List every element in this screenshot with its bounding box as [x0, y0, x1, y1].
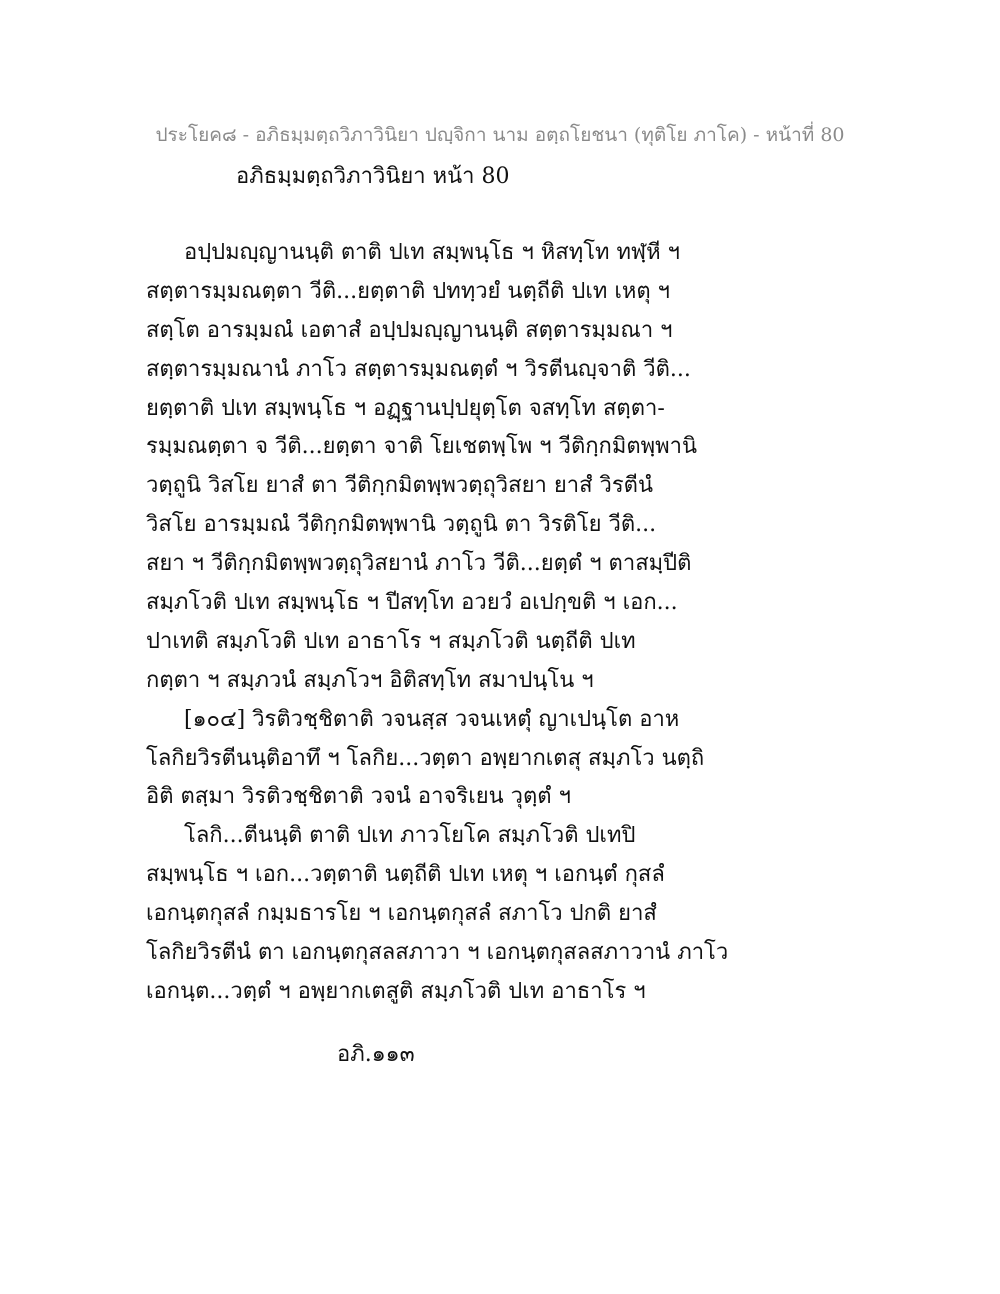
text-line: โลกิ...ตีนนฺติ ตาติ ปเท ภาวโยโค สมฺภโวติ ปเทปิ [184, 823, 636, 849]
text-line: อปฺปมญฺญานนฺติ ตาติ ปเท สมฺพนฺโธ ฯ หิสทฺโท ทฬฺหี ฯ [184, 240, 680, 265]
text-line: ยตฺตาติ ปเท สมฺพนฺโธ ฯ อฏฺฐานปฺปยุตฺโต จสทฺโท สตฺตา- [146, 395, 665, 421]
text-line: ปาเทติ สมฺภโวติ ปเท อาธาโร ฯ สมฺภโวติ นตฺถีติ ปเท [146, 628, 636, 654]
text-line: [๑๐๔] วิรติวชฺชิตาติ วจนสฺส วจนเหตุํ ญาเปนฺโต อาห [184, 706, 680, 732]
text-line: สมฺภโวติ ปเท สมฺพนฺโธ ฯ ปีสทฺโท อวยวํ อเปกฺขติ ฯ เอก... [146, 590, 678, 616]
text-line: รมฺมณตฺตา จ วีติ...ยตฺตา จาติ โยเชตพฺโพ ฯ วีติกฺกมิตพฺพานิ [146, 434, 698, 460]
page-code: อภิ.๑๑๓ [337, 1042, 415, 1067]
text-line: สตฺโต อารมฺมณํ เอตาสํ อปฺปมญฺญานนฺติ สตฺตารมฺมณา ฯ [146, 317, 673, 343]
body-text [146, 234, 866, 1012]
text-line: สตฺตารมฺมณตฺตา วีติ...ยตฺตาติ ปททฺวยํ นตฺถีติ ปเท เหตุ ฯ [146, 278, 670, 304]
text-line: วิสโย อารมฺมณํ วีติกฺกมิตพฺพานิ วตฺถูนิ ตา วิรติโย วีติ... [146, 512, 657, 538]
text-line: วตฺถูนิ วิสโย ยาสํ ตา วีติกฺกมิตพฺพวตฺถุวิสยา ยาสํ วิรตีนํ [146, 473, 653, 499]
text-line: สตฺตารมฺมณานํ ภาโว สตฺตารมฺมณตฺตํ ฯ วิรตีนญฺจาติ วีติ... [146, 356, 691, 382]
text-line: เอกนฺต...วตฺตํ ฯ อพฺยากเตสูติ สมฺภโวติ ปเท อาธาโร ฯ [146, 978, 646, 1004]
text-line: กตฺตา ฯ สมฺภวนํ สมฺภโวฯ อิติสทฺโท สมาปนฺโน ฯ [146, 667, 594, 693]
running-header: ประโยค๘ - อภิธมฺมตฺถวิภาวินิยา ปญฺจิกา นาม อตฺถโยชนา (ทุติโย ภาโค) - หน้าที่ 80 [155, 124, 845, 146]
page-subtitle: อภิธมฺมตฺถวิภาวินิยา หน้า 80 [236, 164, 510, 189]
text-line: โลกิยวิรตีนนฺติอาทึ ฯ โลกิย...วตฺตา อพฺยากเตสุ สมฺภโว นตฺถิ [146, 745, 705, 771]
text-line: สยา ฯ วีติกฺกมิตพฺพวตฺถุวิสยานํ ภาโว วีติ...ยตฺตํ ฯ ตาสมฺปีติ [146, 551, 692, 577]
text-line: สมฺพนฺโธ ฯ เอก...วตฺตาติ นตฺถีติ ปเท เหตุ ฯ เอกนฺตํ กุสลํ [146, 862, 665, 888]
text-line: อิติ ตสฺมา วิรติวชฺชิตาติ วจนํ อาจริเยน วุตฺตํ ฯ [146, 784, 571, 810]
text-line: โลกิยวิรตีนํ ตา เอกนฺตกุสลสภาวา ฯ เอกนฺตกุสลสภาวานํ ภาโว [146, 940, 729, 966]
text-line: เอกนฺตกุสลํ กมฺมธารโย ฯ เอกนฺตกุสลํ สภาโว ปกติ ยาสํ [146, 901, 657, 927]
